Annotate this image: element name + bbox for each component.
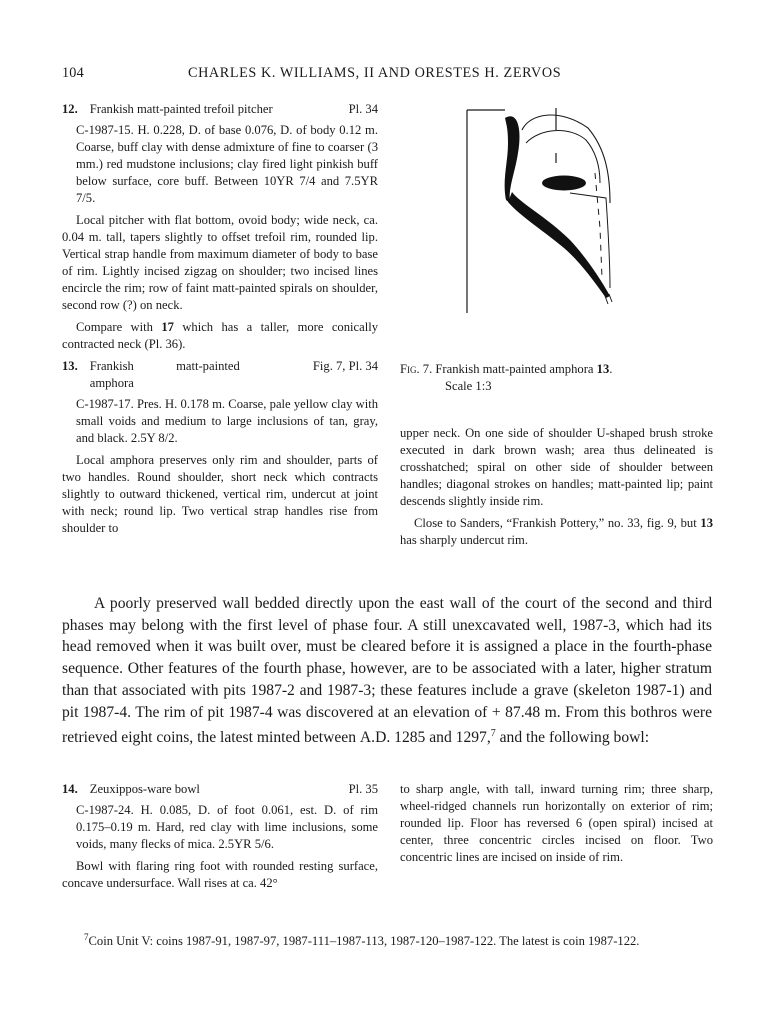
item-14-number: 14.	[62, 782, 78, 796]
page-number: 104	[62, 65, 84, 81]
body-paragraph: A poorly preserved wall bedded directly upon the east wall of the court of the second and third phases may belong with the first level of phase four. A still unexcavated well, 1987-3, which had its head removed when it was built over, must be cleared before it is assigned a place in the fourth-phase sequence. Other features of the fourth phase, however, are to be associated with a later, higher stratum than that associated with pits 1987-2 and 1987-3; these features include a grave (skeleton 1987-1) and pit 1987-4. The rim of pit 1987-4 was discovered at an elevation of + 87.48 m. From this bothros were retrieved eight coins, the latest minted between A.D. 1285 and 1297,$^7$ and the following bowl:	[62, 595, 712, 747]
era-abbrev: A.D.	[359, 729, 391, 747]
item-14-heading	[62, 781, 378, 798]
item-12-comparison: Compare with 17 which has a taller, more conically contracted neck (Pl. 36).	[62, 320, 378, 351]
item-14-paragraph: Bowl with flaring ring foot with rounded resting surface, concave undersurface. Wall rises at ca. 42°	[62, 859, 378, 890]
item-13-heading	[62, 358, 378, 392]
figure-7-caption: Fig. 7. Frankish matt-painted amphora 13. Scale 1:3	[400, 362, 613, 393]
item-13-paragraph: Local amphora preserves only rim and shoulder, parts of two handles. Round shoulder, short neck which contracts slightly to outward thickened, vertical rim, undercut at joint with neck; round lip. Two vertical strap handles rise from shoulder to	[62, 453, 378, 535]
item-12-heading	[62, 101, 378, 118]
running-header-authors: CHARLES K. WILLIAMS, II AND ORESTES H. ZERVOS	[188, 65, 562, 81]
item-13-description: C-1987-17. Pres. H. 0.178 m. Coarse, pale yellow clay with small voids and medium to large inclusions of tan, gray, and black. 2.5Y 8/2.	[76, 397, 378, 445]
footnote-mark: 7	[84, 932, 89, 942]
item-12-title: Frankish matt-painted trefoil pitcher	[89, 102, 273, 116]
footnote	[62, 929, 712, 950]
item-12-description: C-1987-15. H. 0.228, D. of base 0.076, D. of body 0.12 m. Coarse, buff clay with dense admixture of fine to coarser (3 mm.) red mudstone inclusions; clay fired light pinkish buff below surface, core buff. Between 10YR 7/4 and 7.5YR 7/5.	[76, 123, 378, 205]
item-13-paragraph-continued: upper neck. On one side of shoulder U-shaped brush stroke executed in dark brown wash; area thus delineated is crosshatched; spiral on other side of shoulder between handles; diagonal strokes on handles; matt-painted lip; paint descends slightly inside rim.	[400, 426, 713, 508]
footnote-text: Coin Unit V: coins 1987-91, 1987-97, 1987-111–1987-113, 1987-120–1987-122. The latest is coin 1987-122.	[88, 934, 640, 949]
item-13-plate: Fig. 7, Pl. 34	[312, 359, 378, 373]
figure-label: Fig. 7.	[400, 362, 433, 376]
footnote-ref: 7	[490, 728, 496, 740]
item-13-title: Frankish matt-painted amphora	[89, 359, 240, 390]
figure-scale: Scale 1:3	[445, 379, 492, 393]
amphora-drawing	[460, 108, 640, 318]
right-column-upper	[400, 425, 713, 554]
item-13-comparison: Close to Sanders, “Frankish Pottery,” no. 33, fig. 9, but 13 has sharply undercut rim.	[400, 516, 713, 547]
item-14-plate: Pl. 35	[348, 782, 378, 796]
item-14-paragraph-continued: to sharp angle, with tall, inward turning rim; three sharp, wheel-ridged channels run horizontally on exterior of rim; rounded lip. Floor has reversed 6 (open spiral) incised at center, three concentric circles incised on floor. Two concentric lines are incised on inside of rim.	[400, 782, 713, 864]
item-12-paragraph: Local pitcher with flat bottom, ovoid body; wide neck, ca. 0.04 m. tall, tapers slightly to offset trefoil rim, rounded lip. Vertical strap handle from maximum diameter of body to base of rim. Lightly incised zigzag on shoulder; two incised lines encircle the rim; row of faint matt-painted spirals on shoulder, second row (?) on neck.	[62, 213, 378, 312]
item-12-number: 12.	[62, 102, 78, 116]
item-12-plate: Pl. 34	[348, 102, 378, 116]
item-14-title: Zeuxippos-ware bowl	[89, 782, 200, 796]
item-14-left-column	[62, 781, 378, 897]
item-13-comparison-ref: 13	[700, 516, 713, 530]
item-12-comparison-ref: 17	[161, 320, 174, 334]
left-column	[62, 101, 378, 542]
item-13-number: 13.	[62, 359, 78, 373]
item-14-right-column	[400, 781, 713, 871]
item-14-description: C-1987-24. H. 0.085, D. of foot 0.061, est. D. of rim 0.175–0.19 m. Hard, red clay with lime inclusions, some voids, many flecks of mica. 2.5YR 5/6.	[76, 803, 378, 851]
